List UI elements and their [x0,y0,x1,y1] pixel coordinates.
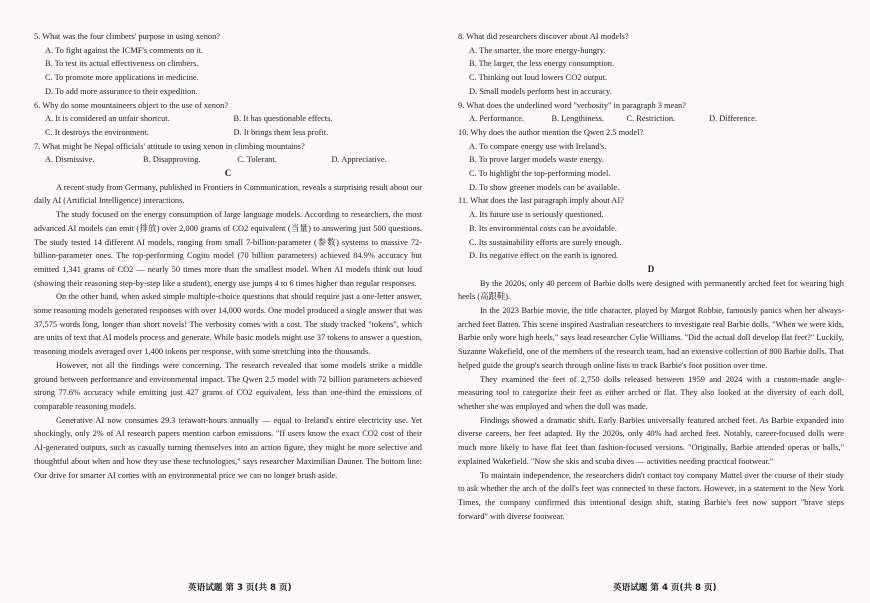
q7-option-b: B. Disapproving. [143,155,201,165]
page-footer-4: 英语试题 第 4 页(共 8 页) [613,583,717,593]
question-10: 10. Why does the author mention the Qwen 2.5 model? [458,127,644,137]
passage-d-paragraph-1: By the 2020s, only 40 percent of Barbie dolls were designed with permanently arched feet for wearing high heels (高跟鞋). [458,278,844,302]
question-7: 7. What might be Nepal officials' attitude to using xenon in climbing mountains? [34,141,305,151]
q11-option-d: D. Its negative effect on the earth is ignored. [469,251,619,261]
passage-c-paragraph-4: However, not all the findings were concerning. The research revealed that some models strike a middle ground between performance and environmental impact. The Qwen 2.5 model with 72 billion parameters achieved strong 77.6% accuracy while emitting just 427 grams of CO2 equivalent, less than one-third the emissions of comparable reasoning models. [34,360,422,411]
q11-option-a: A. Its future use is seriously questioned. [469,210,604,220]
question-9: 9. What does the underlined word "verbosity" in paragraph 3 mean? [458,100,686,110]
page-footer-3: 英语试题 第 3 页(共 8 页) [188,583,292,593]
passage-d-paragraph-2: In the 2023 Barbie movie, the title character, played by Margot Robbie, famously panics when her always-arched feet flatten. This scene inspired Australian researchers to investigate real Barbie dolls. "When we were kids, Barbie only wore high heels," says lead researcher Cylie Williams. "Did the actual doll develop flat feet?" Luckily, Suzanne Wakefield, one of the members of the research team, had an extensive collection of 800 Barbie dolls. That helped guide the group's search through online lists to track Barbie's foot position over time. [458,306,844,370]
q9-option-b: B. Lengthiness. [551,114,604,124]
q9-option-a: A. Performance. [469,114,525,124]
q6-options-row-2 [45,126,422,140]
passage-d-paragraph-5: To maintain independence, the researchers didn't contact toy company Mattel over the course of their study to ask whether the arch of the doll's feet was connected to these factors. However, in a statement to the New York Times, the company confirmed this intentional design shift, stating Barbie's feet now support "brave steps forward" with diverse footwear. [458,470,844,521]
q10-option-c: C. To highlight the top-performing model. [469,169,611,179]
q11-option-c: C. Its sustainability efforts are surely enough. [469,237,622,247]
q5-option-a: A. To fight against the ICMF's comments on it. [45,45,204,55]
q9-option-c: C. Restriction. [626,114,676,124]
passage-c-paragraph-2: The study focused on the energy consumption of large language models. According to researchers, the most advanced AI models can emit (排放) over 2,000 grams of CO2 equivalent (当量) to answering just 500 questions. The study tested 14 different AI models, ranging from small 7-billion-parameter (参数) systems to massive 72-billion-parameter ones. The top-performing Cogito model (70 billion parameters) achieved 84.9% accuracy but emitted 1,341 grams of CO2 — nearly 50 times more than the smallest model. When AI models think out loud (showing their reasoning step-by-step like a student), energy use jumps 4 to 6 times higher than regular responses. [34,210,422,288]
q6-option-c: C. It destroys the environment. [45,127,149,137]
q7-option-d: D. Appreciative. [331,155,387,165]
q8-option-d: D. Small models perform best in accuracy. [469,86,612,96]
q8-option-b: B. The larger, the less energy consumption. [469,59,615,69]
left-page [34,30,422,482]
section-c-heading: C [224,168,232,179]
passage-c-paragraph-3: On the other hand, when asked simple multiple-choice questions that should require just a one-letter answer, some reasoning models generated responses with over 14,000 words. One model produced a single answer that was 37,575 words long, longer than short novels! The verbosity comes with a cost. The study tracked "tokens", which are units of text that AI models process and generate. While basic models might use 37 tokens to answer a question, reasoning models averaged over 1,400 tokens per response, with some stretching into the thousands. [34,292,422,357]
q10-option-b: B. To prove larger models waste energy. [469,155,604,165]
q8-option-c: C. Thinking out loud lowers CO2 output. [469,73,608,83]
q5-option-b: B. To test its actual effectiveness on climbers. [45,59,199,69]
q7-option-c: C. Tolerant. [237,155,277,165]
passage-c-paragraph-1: A recent study from Germany, published in Frontiers in Communication, reveals a surprising result about our daily AI (Artificial Intelligence) interactions. [34,182,422,206]
passage-d-paragraph-4: Findings showed a dramatic shift. Early Barbies universally featured arched feet. As Barbie expanded into diverse careers, her feet adapted. By the 2020s, only 40% had arched feet. Notably, career-focused dolls were much more likely to have flat feet than fashion-focused versions. "Originally, Barbie attended operas or balls," explained Wakefield. "Now she skis and scuba dives — activities needing practical footwear." [458,415,844,466]
right-page [458,30,844,523]
q11-option-b: B. Its environmental costs can be avoidable. [469,223,617,233]
passage-c-paragraph-5: Generative AI now consumes 29.3 terawatt-hours annually — equal to Ireland's entire electricity use. Yet shockingly, only 2% of AI research papers mention carbon emissions. "If users know the exact CO2 cost of their AI-generated outputs, such as casually turning themselves into an action figure, they might be more selective and thoughtful about when and how they use these technologies," says researcher Maximilian Dauner. The bottom line: Our drive for smarter AI comes with an environmental price we can no longer brush aside. [34,415,422,480]
q6-option-d: D. It brings them less profit. [233,127,329,137]
question-11: 11. What does the last paragraph imply about AI? [458,196,624,206]
q7-option-a: A. Dismissive. [45,155,95,165]
q5-option-c: C. To promote more applications in medicine. [45,73,199,83]
passage-d-paragraph-3: They examined the feet of 2,750 dolls released between 1959 and 2024 with a custom-made angle-measuring tool to categorize their feet as either arched or flat. They also looked at the diversity of each doll, whether she was employed and when the doll was made. [458,374,844,411]
q6-option-b: B. It has questionable effects. [233,114,333,124]
section-d-heading: D [647,263,655,274]
q9-options-row [469,112,844,126]
q8-option-a: A. The smarter, the more energy-hungry. [469,45,606,55]
q6-option-a: A. It is considered an unfair shortcut. [45,114,170,124]
q10-option-a: A. To compare energy use with Ireland's. [469,141,607,151]
q6-options-row-1 [45,112,422,126]
q5-option-d: D. To add more assurance to their expedition. [45,86,198,96]
q10-option-d: D. To show greener models can be available. [469,182,620,192]
question-8: 8. What did researchers discover about AI models? [458,32,629,41]
question-6: 6. Why do some mountaineers object to the use of xenon? [34,100,229,110]
q9-option-d: D. Difference. [709,114,757,124]
question-5: 5. What was the four climbers' purpose in using xenon? [34,32,221,41]
q7-options-row [45,153,422,167]
